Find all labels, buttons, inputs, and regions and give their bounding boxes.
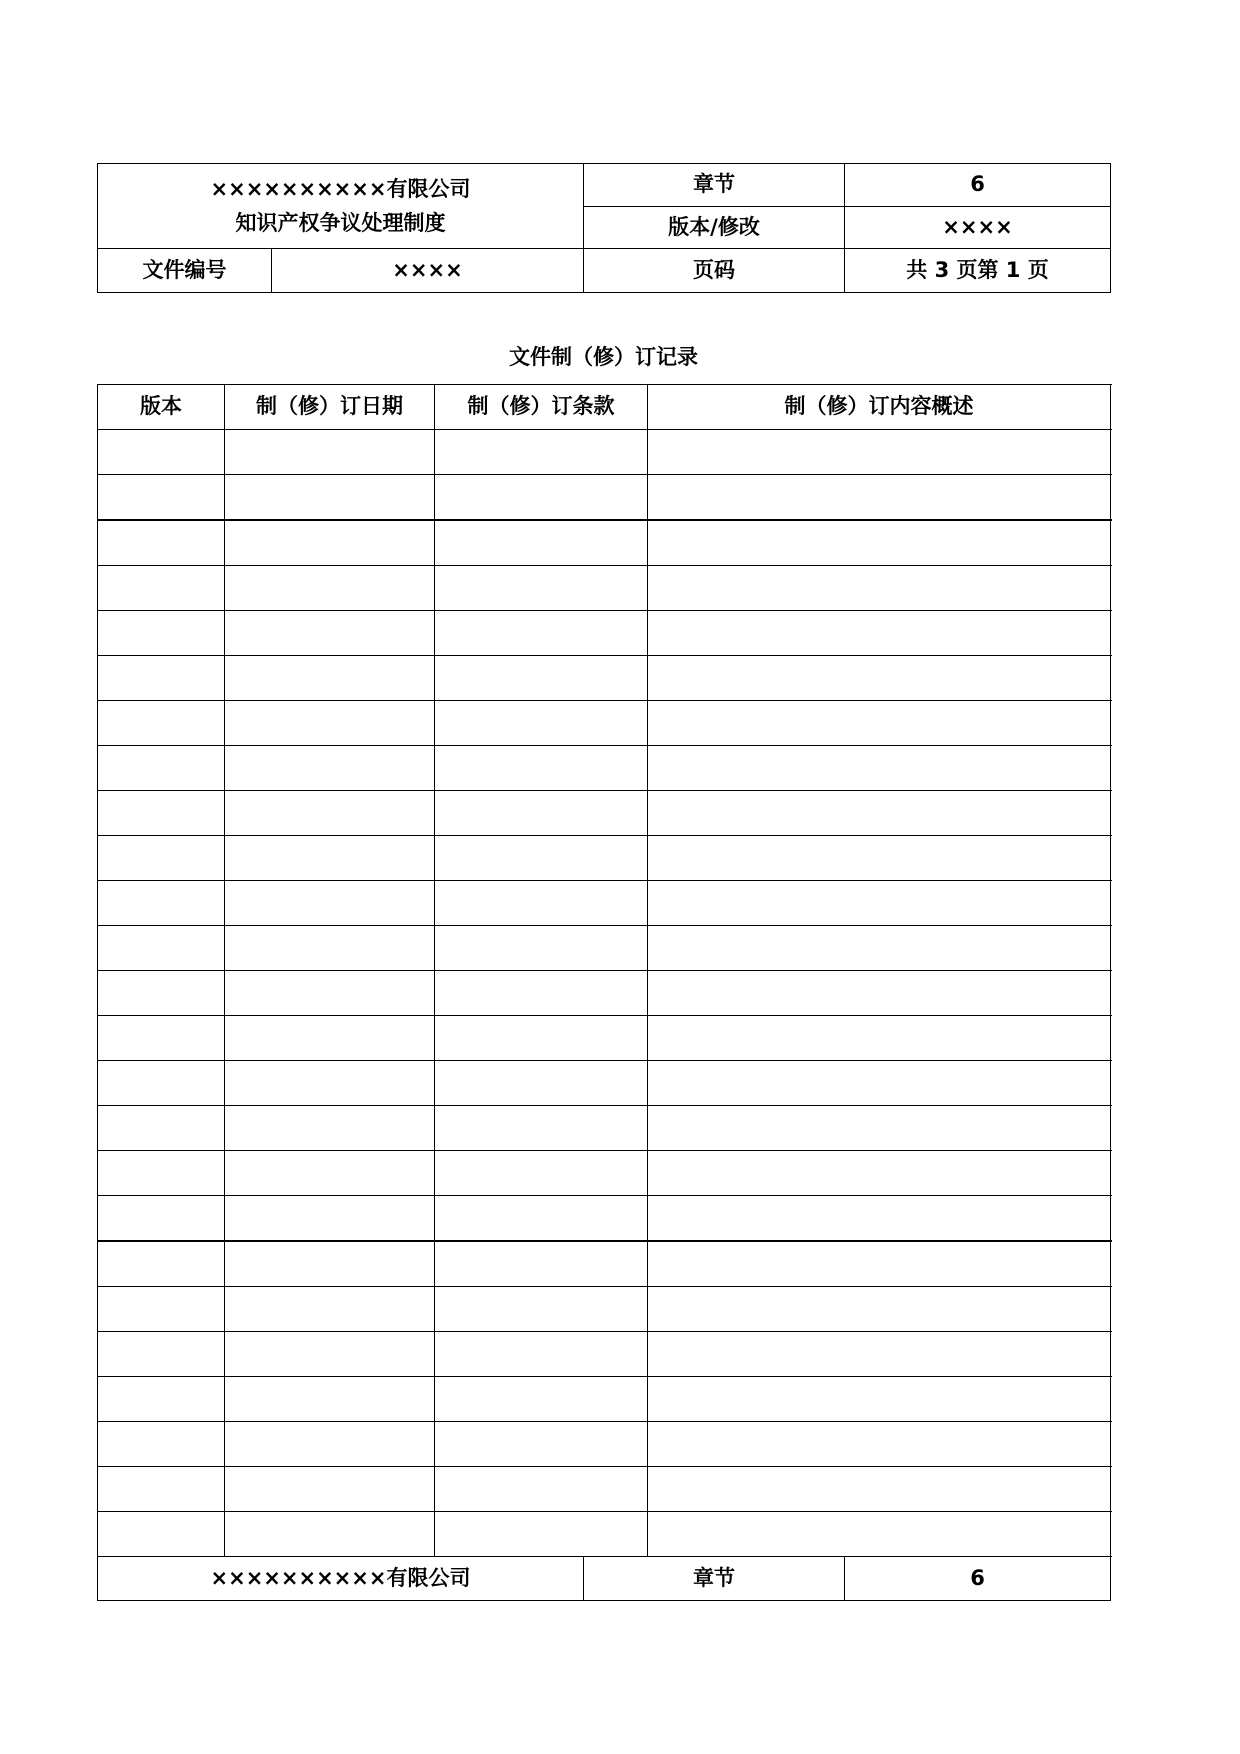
cell-version[interactable] [98,926,225,971]
cell-clause[interactable] [435,791,648,836]
cell-summary[interactable] [648,1151,1111,1196]
table-row [98,1151,1111,1196]
cell-clause[interactable] [435,656,648,701]
cell-date[interactable] [225,1287,435,1332]
cell-clause[interactable] [435,1106,648,1151]
table-row [98,1106,1111,1151]
revision-record-title: 文件制（修）订记录 [509,345,698,369]
cell-version[interactable] [98,1422,225,1467]
cell-summary[interactable] [648,836,1111,881]
cell-date[interactable] [225,701,435,746]
cell-clause[interactable] [435,836,648,881]
cell-date[interactable] [225,475,435,521]
cell-version[interactable] [98,1467,225,1512]
cell-summary[interactable] [648,746,1111,791]
cell-date[interactable] [225,611,435,656]
cell-clause[interactable] [435,1332,648,1377]
cell-summary[interactable] [648,566,1111,611]
version-value: ×××× [845,207,1111,249]
cell-date[interactable] [225,1512,435,1557]
cell-date[interactable] [225,1422,435,1467]
cell-date[interactable] [225,430,435,475]
table-row [98,881,1111,926]
cell-version[interactable] [98,1287,225,1332]
cell-summary[interactable] [648,926,1111,971]
table-row [98,611,1111,656]
cell-date[interactable] [225,520,435,566]
cell-summary[interactable] [648,701,1111,746]
page-value: 共 3 页第 1 页 [845,249,1111,293]
cell-summary[interactable] [648,1016,1111,1061]
table-row [98,1377,1111,1422]
table-row [98,1016,1111,1061]
cell-date[interactable] [225,1016,435,1061]
cell-summary[interactable] [648,1512,1111,1557]
column-header-version: 版本 [98,385,225,430]
cell-clause[interactable] [435,475,648,521]
document-header-table [97,163,1111,293]
table-row [98,701,1111,746]
cell-clause[interactable] [435,701,648,746]
cell-clause[interactable] [435,1512,648,1557]
cell-summary[interactable] [648,1061,1111,1106]
table-row [98,1287,1111,1332]
cell-date[interactable] [225,1106,435,1151]
cell-version[interactable] [98,1377,225,1422]
cell-version[interactable] [98,836,225,881]
cell-summary[interactable] [648,520,1111,566]
company-title-cell [98,164,584,249]
cell-date[interactable] [225,971,435,1016]
cell-date[interactable] [225,566,435,611]
cell-date[interactable] [225,1332,435,1377]
table-row [98,520,1111,566]
cell-summary[interactable] [648,656,1111,701]
cell-version[interactable] [98,1061,225,1106]
cell-clause[interactable] [435,926,648,971]
cell-clause[interactable] [435,1422,648,1467]
cell-date[interactable] [225,746,435,791]
document-title: 知识产权争议处理制度 [235,211,446,235]
cell-version[interactable] [98,520,225,566]
cell-date[interactable] [225,656,435,701]
column-header-clause: 制（修）订条款 [435,385,648,430]
cell-version[interactable] [98,656,225,701]
cell-version[interactable] [98,1151,225,1196]
cell-date[interactable] [225,926,435,971]
file-number-label: 文件编号 [98,249,272,293]
cell-summary[interactable] [648,791,1111,836]
footer-company-name-cell: ××××××××××有限公司 [98,1557,584,1601]
table-row [98,1512,1111,1557]
revision-record-table [97,384,1111,1557]
column-header-date: 制（修）订日期 [225,385,435,430]
cell-summary[interactable] [648,430,1111,475]
cell-clause[interactable] [435,1241,648,1287]
table-row [98,836,1111,881]
cell-date[interactable] [225,1151,435,1196]
company-name: ××××××××××有限公司 [210,177,471,201]
chapter-value: 6 [845,164,1111,207]
table-row [98,1196,1111,1242]
cell-clause[interactable] [435,566,648,611]
cell-clause[interactable] [435,1196,648,1242]
cell-summary[interactable] [648,1196,1111,1242]
cell-version[interactable] [98,1241,225,1287]
cell-date[interactable] [225,836,435,881]
table-row [98,791,1111,836]
cell-clause[interactable] [435,1061,648,1106]
cell-clause[interactable] [435,1377,648,1422]
cell-summary[interactable] [648,1377,1111,1422]
cell-clause[interactable] [435,746,648,791]
table-row [98,1332,1111,1377]
cell-summary[interactable] [648,1422,1111,1467]
cell-version[interactable] [98,1196,225,1242]
cell-clause[interactable] [435,611,648,656]
cell-version[interactable] [98,746,225,791]
cell-version[interactable] [98,1332,225,1377]
table-row [98,1061,1111,1106]
cell-summary[interactable] [648,971,1111,1016]
cell-summary[interactable] [648,611,1111,656]
cell-summary[interactable] [648,881,1111,926]
cell-date[interactable] [225,881,435,926]
cell-version[interactable] [98,566,225,611]
cell-version[interactable] [98,881,225,926]
cell-clause[interactable] [435,520,648,566]
cell-date[interactable] [225,791,435,836]
table-row [98,1241,1111,1287]
table-row [98,926,1111,971]
cell-clause[interactable] [435,1151,648,1196]
table-row [98,656,1111,701]
cell-version[interactable] [98,791,225,836]
chapter-label: 章节 [584,164,845,207]
footer-chapter-value-cell: 6 [845,1557,1111,1601]
cell-date[interactable] [225,1377,435,1422]
cell-summary[interactable] [648,1287,1111,1332]
cell-clause[interactable] [435,971,648,1016]
cell-summary[interactable] [648,475,1111,521]
cell-clause[interactable] [435,1287,648,1332]
file-number-value: ×××× [272,249,584,293]
cell-summary[interactable] [648,1467,1111,1512]
cell-version[interactable] [98,971,225,1016]
footer-chapter-label-cell: 章节 [584,1557,845,1601]
cell-version[interactable] [98,1016,225,1061]
table-row [98,566,1111,611]
cell-clause[interactable] [435,1016,648,1061]
table-row [98,430,1111,475]
table-row [98,1422,1111,1467]
cell-date[interactable] [225,1061,435,1106]
cell-version[interactable] [98,701,225,746]
cell-version[interactable] [98,430,225,475]
cell-summary[interactable] [648,1332,1111,1377]
cell-version[interactable] [98,475,225,521]
cell-summary[interactable] [648,1106,1111,1151]
version-label: 版本/修改 [584,207,845,249]
cell-date[interactable] [225,1467,435,1512]
table-row [98,971,1111,1016]
table-row [98,475,1111,521]
cell-summary[interactable] [648,1241,1111,1287]
cell-version[interactable] [98,611,225,656]
cell-clause[interactable] [435,430,648,475]
page-label: 页码 [584,249,845,293]
cell-clause[interactable] [435,881,648,926]
column-header-summary: 制（修）订内容概述 [648,385,1111,430]
cell-date[interactable] [225,1196,435,1242]
table-row [98,1467,1111,1512]
table-header-row [98,385,1111,430]
cell-version[interactable] [98,1106,225,1151]
cell-date[interactable] [225,1241,435,1287]
cell-version[interactable] [98,1512,225,1557]
cell-clause[interactable] [435,1467,648,1512]
table-row [98,746,1111,791]
document-footer-table [97,1556,1111,1601]
